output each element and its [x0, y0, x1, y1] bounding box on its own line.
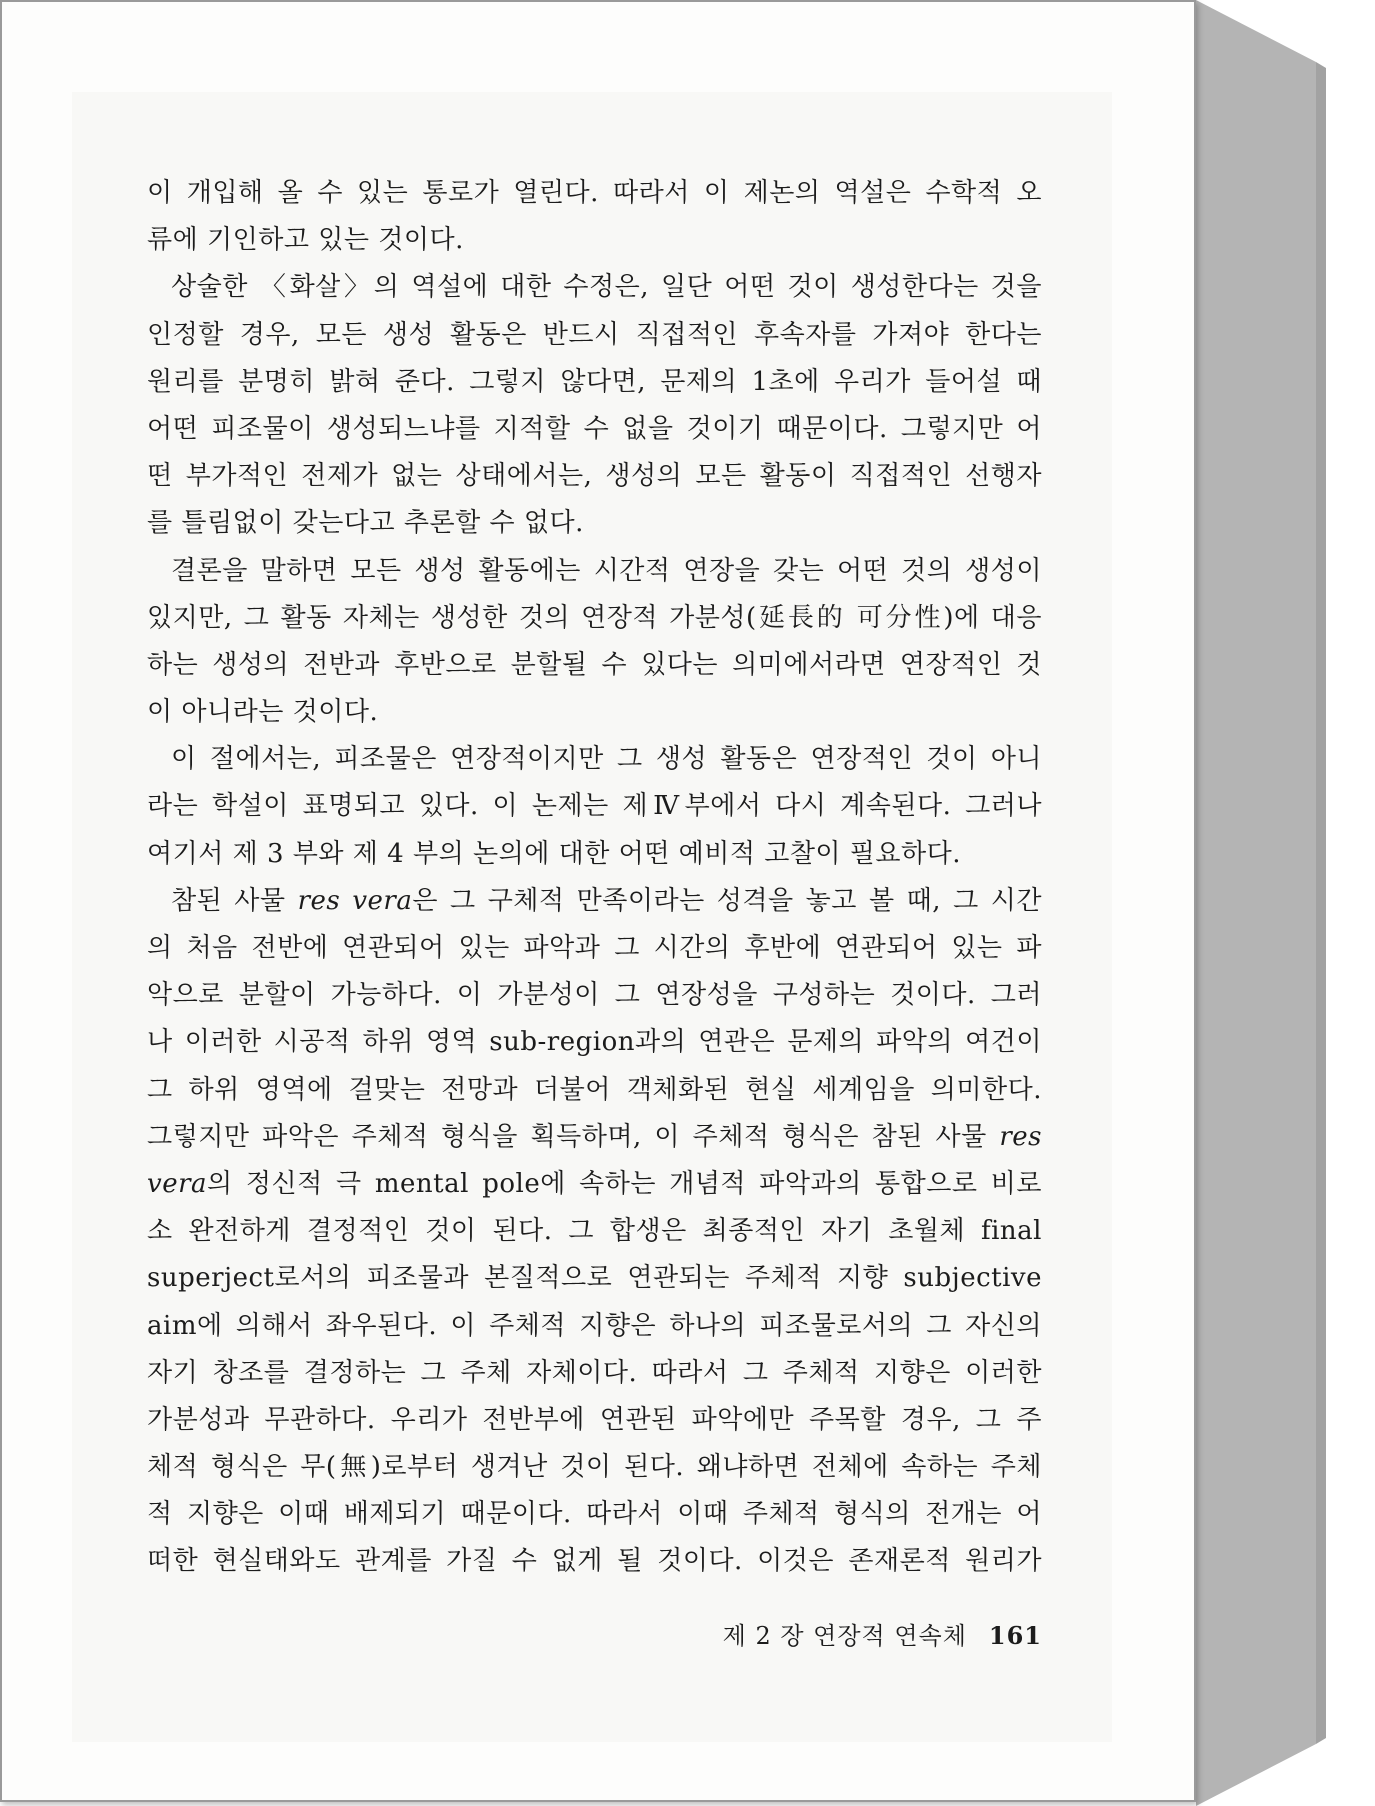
text-line: 체적 형식은 무(無)로부터 생겨난 것이 된다. 왜냐하면 전체에 속하는 주체: [147, 1452, 1042, 1483]
text-line: superject로서의 피조물과 본질적으로 연관되는 주체적 지향 subjective: [147, 1263, 1042, 1294]
text-line: 어떤 피조물이 생성되느냐를 지적할 수 없을 것이기 때문이다. 그렇지만 어: [147, 413, 1042, 444]
page-footer: [682, 1616, 1042, 1656]
text-line: 류에 기인하고 있는 것이다.: [147, 225, 464, 256]
text-line: 이 아니라는 것이다.: [147, 697, 379, 728]
text-line: 참된 사물 res vera은 그 구체적 만족이라는 성격을 놓고 볼 때, 그 시간: [171, 885, 1042, 916]
text-line: 의 처음 전반에 연관되어 있는 파악과 그 시간의 후반에 연관되어 있는 파: [147, 933, 1042, 963]
text-line: 있지만, 그 활동 자체는 생성한 것의 연장적 가분성(延長的 可分性)에 대응: [147, 602, 1042, 633]
text-line: 이 절에서는, 피조물은 연장적이지만 그 생성 활동은 연장적인 것이 아니: [171, 744, 1042, 775]
text-line: 떠한 현실태와도 관계를 가질 수 없게 될 것이다. 이것은 존재론적 원리가: [147, 1546, 1042, 1577]
text-line: 소 완전하게 결정적인 것이 된다. 그 합생은 최종적인 자기 초월체 final: [147, 1216, 1042, 1247]
text-line: 가분성과 무관하다. 우리가 전반부에 연관된 파악에만 주목할 경우, 그 주: [147, 1404, 1042, 1435]
body-text: [147, 170, 1042, 1586]
running-footer-chapter: 제 2 장 연장적 연속체: [722, 1622, 967, 1650]
text-line: 를 틀림없이 갖는다고 추론할 수 없다.: [147, 508, 584, 539]
text-line: 자기 창조를 결정하는 그 주체 자체이다. 따라서 그 주체적 지향은 이러한: [147, 1357, 1042, 1388]
text-line: 이 개입해 올 수 있는 통로가 열린다. 따라서 이 제논의 역설은 수학적 오: [147, 178, 1042, 208]
text-line: aim에 의해서 좌우된다. 이 주체적 지향은 하나의 피조물로서의 그 자신의: [147, 1310, 1042, 1341]
text-line: 하는 생성의 전반과 후반으로 분할될 수 있다는 의미에서라면 연장적인 것: [147, 649, 1042, 680]
text-line: 인정할 경우, 모든 생성 활동은 반드시 직접적인 후속자를 가져야 한다는: [147, 319, 1042, 350]
page-number: 161: [988, 1621, 1042, 1650]
text-line: 떤 부가적인 전제가 없는 상태에서는, 생성의 모든 활동이 직접적인 선행자: [147, 461, 1042, 492]
text-line: 적 지향은 이때 배제되기 때문이다. 따라서 이때 주체적 형식의 전개는 어: [147, 1499, 1042, 1530]
text-line: 결론을 말하면 모든 생성 활동에는 시간적 연장을 갖는 어떤 것의 생성이: [171, 555, 1042, 586]
text-line: 나 이러한 시공적 하위 영역 sub-region과의 연관은 문제의 파악의 여건이: [147, 1027, 1042, 1058]
text-line: 상술한 〈화살〉의 역설에 대한 수정은, 일단 어떤 것이 생성한다는 것을: [171, 272, 1042, 303]
text-line: 여기서 제 3 부와 제 4 부의 논의에 대한 어떤 예비적 고찰이 필요하다.: [147, 838, 962, 869]
text-line: 그렇지만 파악은 주체적 형식을 획득하며, 이 주체적 형식은 참된 사물 res: [147, 1121, 1042, 1152]
text-line: 그 하위 영역에 걸맞는 전망과 더불어 객체화된 현실 세계임을 의미한다.: [147, 1074, 1042, 1105]
text-line: 원리를 분명히 밝혀 준다. 그렇지 않다면, 문제의 1초에 우리가 들어설 때: [147, 366, 1042, 397]
text-line: 라는 학설이 표명되고 있다. 이 논제는 제Ⅳ부에서 다시 계속된다. 그러나: [147, 791, 1042, 822]
text-line: vera의 정신적 극 mental pole에 속하는 개념적 파악과의 통합으로 비로: [147, 1168, 1042, 1199]
text-line: 악으로 분할이 가능하다. 이 가분성이 그 연장성을 구성하는 것이다. 그러: [147, 980, 1042, 1011]
